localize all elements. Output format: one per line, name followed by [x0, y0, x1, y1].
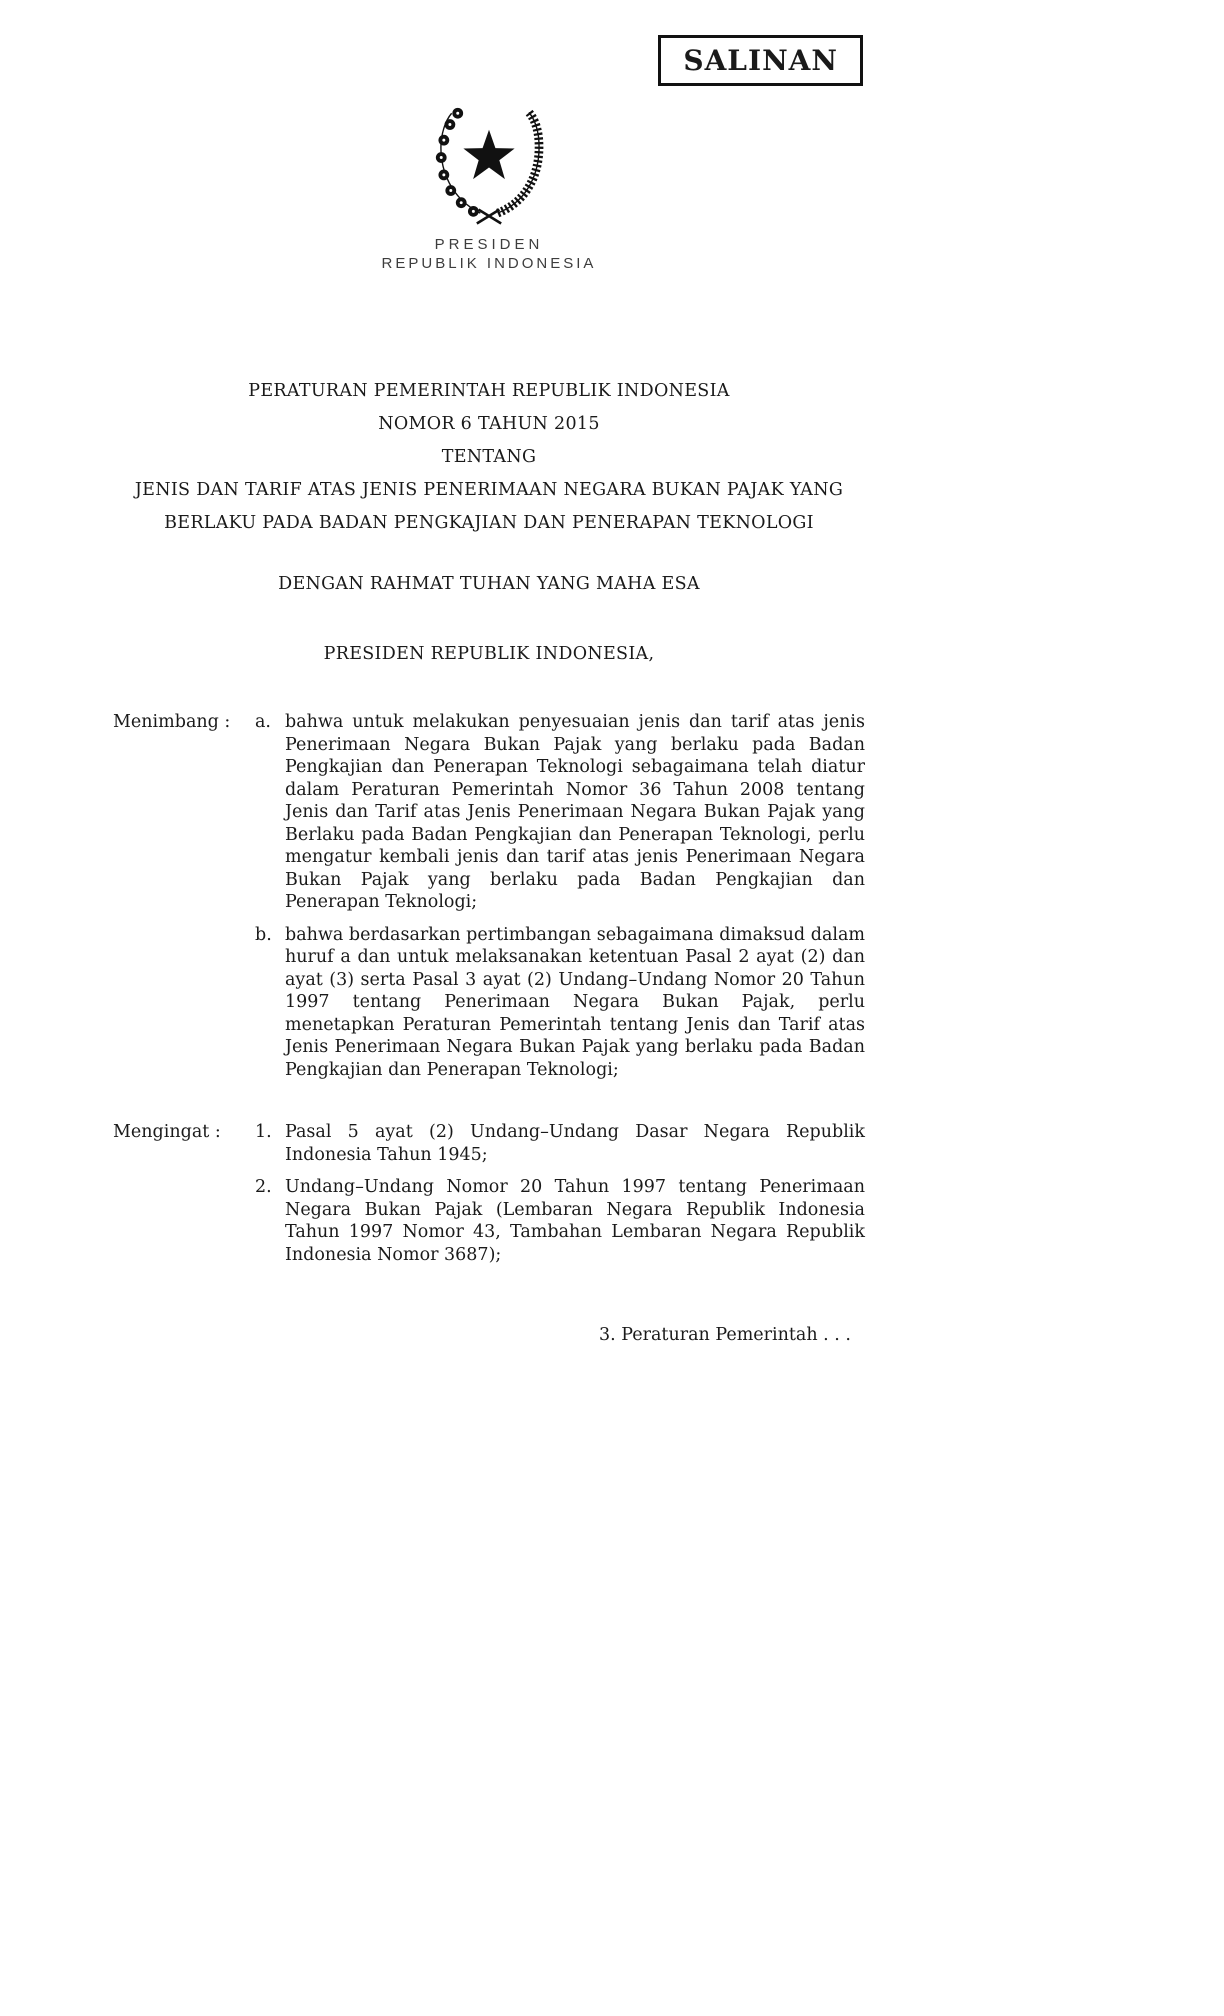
- clause-text: Undang–Undang Nomor 20 Tahun 1997 tentang Penerimaan Negara Bukan Pajak (Lembaran Negara Republik Indonesia Tahun 1997 Nomor 43, Tambahan Lembaran Negara Republik Indonesia Nomor 3687);: [285, 1177, 865, 1265]
- salinan-stamp-label: SALINAN: [683, 44, 838, 77]
- title-line-1: PERATURAN PEMERINTAH REPUBLIK INDONESIA: [248, 381, 730, 401]
- issuer-line: PRESIDEN REPUBLIK INDONESIA,: [323, 644, 655, 664]
- invocation-line: DENGAN RAHMAT TUHAN YANG MAHA ESA: [278, 574, 700, 594]
- remembering-section: [113, 1121, 865, 1266]
- institution-line1: PRESIDEN: [434, 236, 544, 253]
- page-catchword: 3. Peraturan Pemerintah . . .: [599, 1325, 851, 1345]
- clause-marker: a.: [255, 712, 271, 732]
- regulation-title: [113, 375, 865, 540]
- clause-text: bahwa berdasarkan pertimbangan sebagaimana dimaksud dalam huruf a dan untuk melaksanakan ketentuan Pasal 2 ayat (2) dan ayat (3) serta Pasal 3 ayat (2) Undang–Undang Nomor 20 Tahun 1997 tentang Penerimaan Negara Bukan Pajak, perlu menetapkan Peraturan Pemerintah tentang Jenis dan Tarif atas Jenis Penerimaan Negara Bukan Pajak yang berlaku pada Badan Pengkajian dan Penerapan Teknologi;: [285, 924, 865, 1080]
- considering-label: Menimbang :: [113, 712, 231, 732]
- presidential-seal-icon: [423, 95, 555, 227]
- document-content: [113, 0, 865, 1347]
- clause-text: Pasal 5 ayat (2) Undang–Undang Dasar Negara Republik Indonesia Tahun 1945;: [285, 1122, 865, 1165]
- title-line-4: JENIS DAN TARIF ATAS JENIS PENERIMAAN NEGARA BUKAN PAJAK YANG: [134, 480, 844, 500]
- institution-line2: REPUBLIK INDONESIA: [381, 255, 597, 272]
- considering-item-a: [113, 711, 865, 914]
- institution-heading: [113, 235, 865, 273]
- document-header: [113, 0, 865, 273]
- considering-section: [113, 711, 865, 1081]
- title-line-2: NOMOR 6 TAHUN 2015: [378, 414, 600, 434]
- remembering-item-1: [113, 1121, 865, 1166]
- salinan-stamp: [658, 35, 863, 86]
- considering-item-b: [113, 924, 865, 1082]
- remembering-label: Mengingat :: [113, 1122, 221, 1142]
- clause-marker: 1.: [255, 1122, 272, 1142]
- remembering-item-2: [113, 1176, 865, 1266]
- clause-marker: 2.: [255, 1177, 272, 1197]
- clause-marker: b.: [255, 924, 272, 945]
- clause-text: bahwa untuk melakukan penyesuaian jenis dan tarif atas jenis Penerimaan Negara Bukan Pajak yang berlaku pada Badan Pengkajian dan Penerapan Teknologi sebagaimana telah diatur dalam Peraturan Pemerintah Nomor 36 Tahun 2008 tentang Jenis dan Tarif atas Jenis Penerimaan Negara Bukan Pajak yang Berlaku pada Badan Pengkajian dan Penerapan Teknologi, perlu mengatur kembali jenis dan tarif atas jenis Penerimaan Negara Bukan Pajak yang berlaku pada Badan Pengkajian dan Penerapan Teknologi;: [285, 712, 865, 912]
- title-line-3: TENTANG: [441, 447, 537, 467]
- title-line-5: BERLAKU PADA BADAN PENGKAJIAN DAN PENERAPAN TEKNOLOGI: [164, 513, 814, 533]
